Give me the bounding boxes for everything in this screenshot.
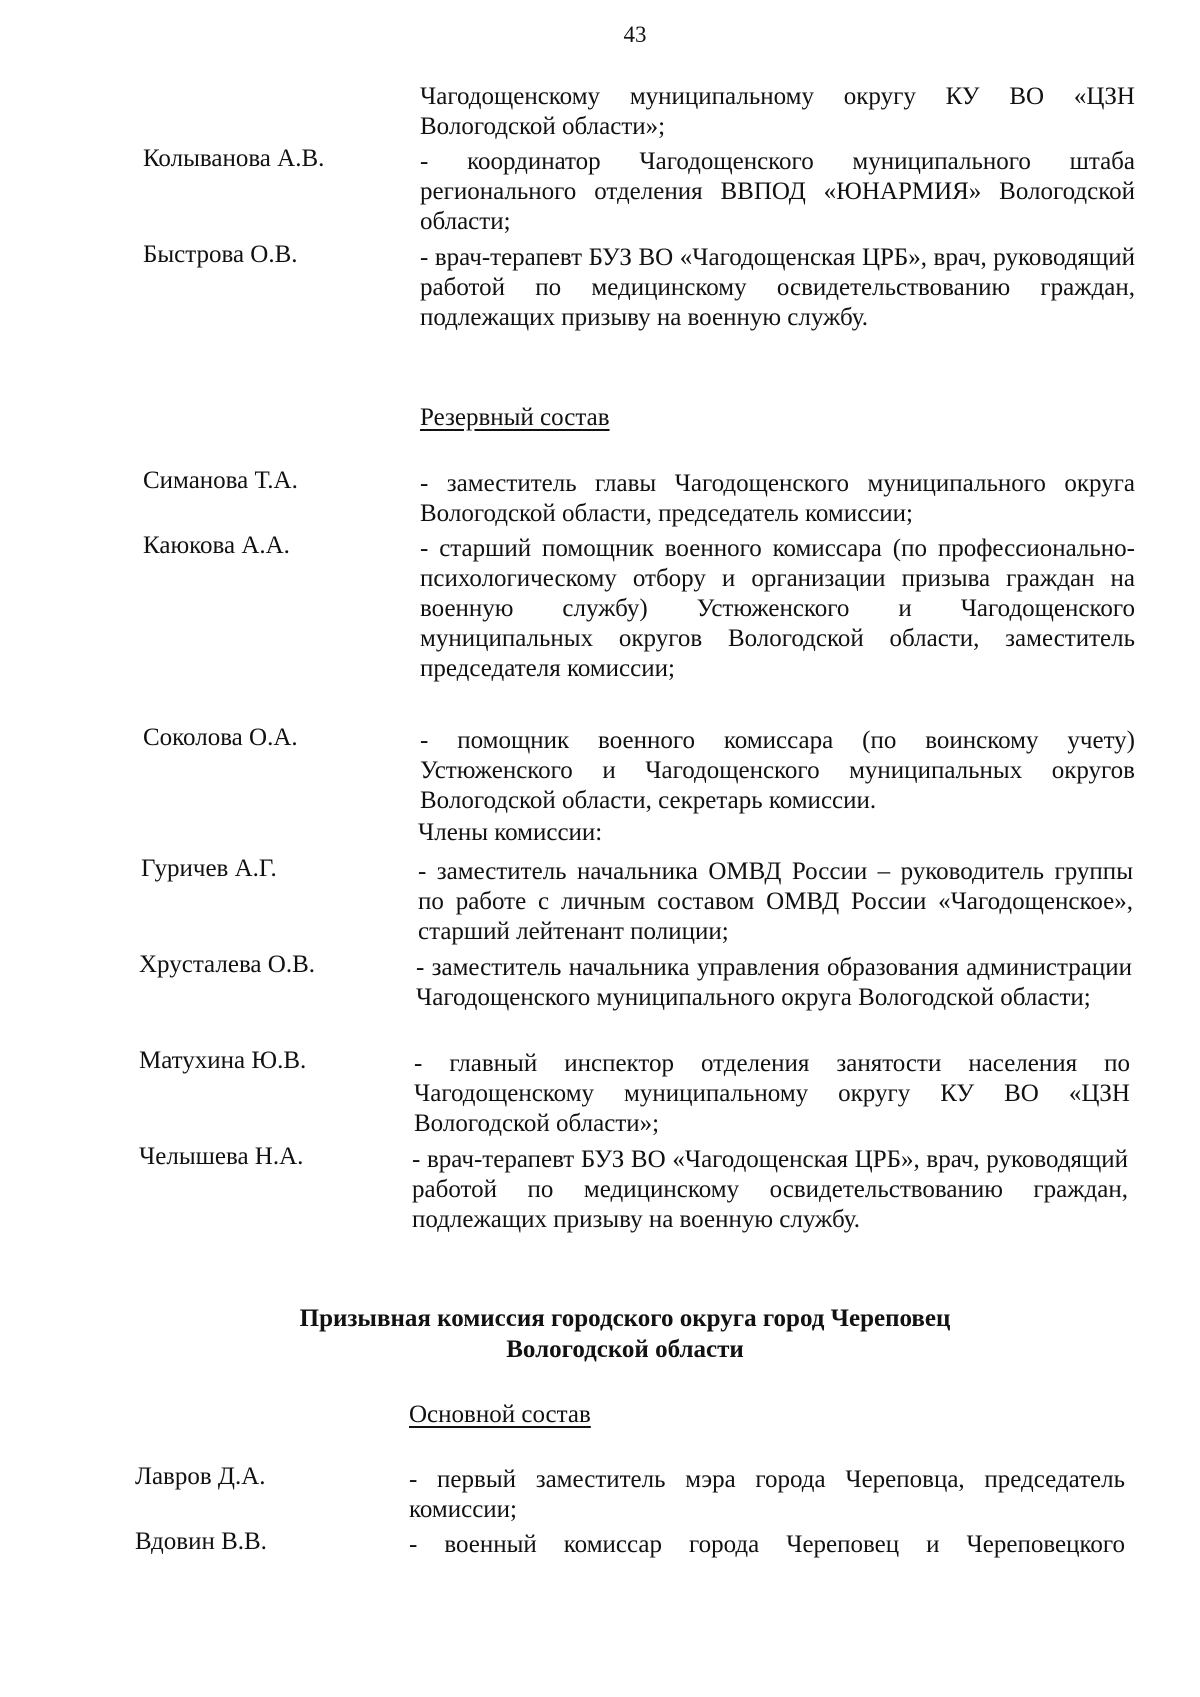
member-name: Быстрова О.В. (143, 241, 298, 268)
member-name: Вдовин В.В. (135, 1528, 267, 1555)
member-role: - координатор Чагодощенского муниципального штаба регионального отделения ВВПОД «ЮНАРМИЯ» Вологодской области; (420, 148, 1135, 235)
member-role: - врач-терапевт БУЗ ВО «Чагодощенская ЦРБ», врач, руководящий работой по медицинскому освидетельствованию граждан, подлежащих призыву на военную службу. (420, 244, 1135, 331)
member-role: - помощник военного комиссара (по воинскому учету) Устюженского и Чагодощенского муниципальных округов Вологодской области, секретарь комиссии. (420, 727, 1135, 814)
member-name: Лавров Д.А. (135, 1463, 266, 1490)
commission-title-line1: Призывная комиссия городского округа город Череповец (299, 1305, 951, 1332)
commission-title-line2: Вологодской области (506, 1336, 744, 1363)
members-label: Члены комиссии: (418, 819, 603, 846)
member-name: Хрусталева О.В. (139, 951, 315, 978)
continuation-text: Чагодощенскому муниципальному округу КУ ВО «ЦЗН Вологодской области»; (420, 83, 1135, 140)
member-name: Челышева Н.А. (139, 1143, 304, 1170)
member-role: - заместитель начальника ОМВД России – руководитель группы по работе с личным составом ОМВД России «Чагодощенское», старший лейтенант полиции; (418, 858, 1133, 945)
reserve-heading: Резервный состав (420, 404, 610, 431)
member-role: - заместитель главы Чагодощенского муниципального округа Вологодской области, председатель комиссии; (420, 470, 1135, 527)
member-role: - врач-терапевт БУЗ ВО «Чагодощенская ЦРБ», врач, руководящий работой по медицинскому освидетельствованию граждан, подлежащих призыву на военную службу. (412, 1146, 1128, 1233)
commission-title (180, 1303, 1070, 1365)
member-name: Матухина Ю.В. (139, 1047, 307, 1074)
member-name: Соколова О.А. (143, 724, 298, 751)
main-heading: Основной состав (409, 1401, 591, 1428)
member-name: Колыванова А.В. (143, 145, 325, 172)
member-name: Каюкова А.А. (143, 532, 290, 559)
member-role: - первый заместитель мэра города Череповца, председатель комиссии; (409, 1466, 1125, 1523)
member-name: Гуричев А.Г. (141, 855, 277, 882)
member-name: Симанова Т.А. (143, 467, 298, 494)
member-role: - военный комиссар города Череповец и Череповецкого (409, 1531, 1125, 1558)
page-number: 43 (623, 22, 647, 47)
member-role: - заместитель начальника управления образования администрации Чагодощенского муниципального округа Вологодской области; (416, 954, 1132, 1011)
member-role: - старший помощник военного комиссара (по профессионально-психологическому отбору и организации призыва граждан на военную службу) Устюженского и Чагодощенского муниципальных округов Вологодской области, заместитель председателя комиссии; (420, 535, 1135, 682)
member-role: - главный инспектор отделения занятости населения по Чагодощенскому муниципальному округу КУ ВО «ЦЗН Вологодской области»; (414, 1050, 1130, 1137)
